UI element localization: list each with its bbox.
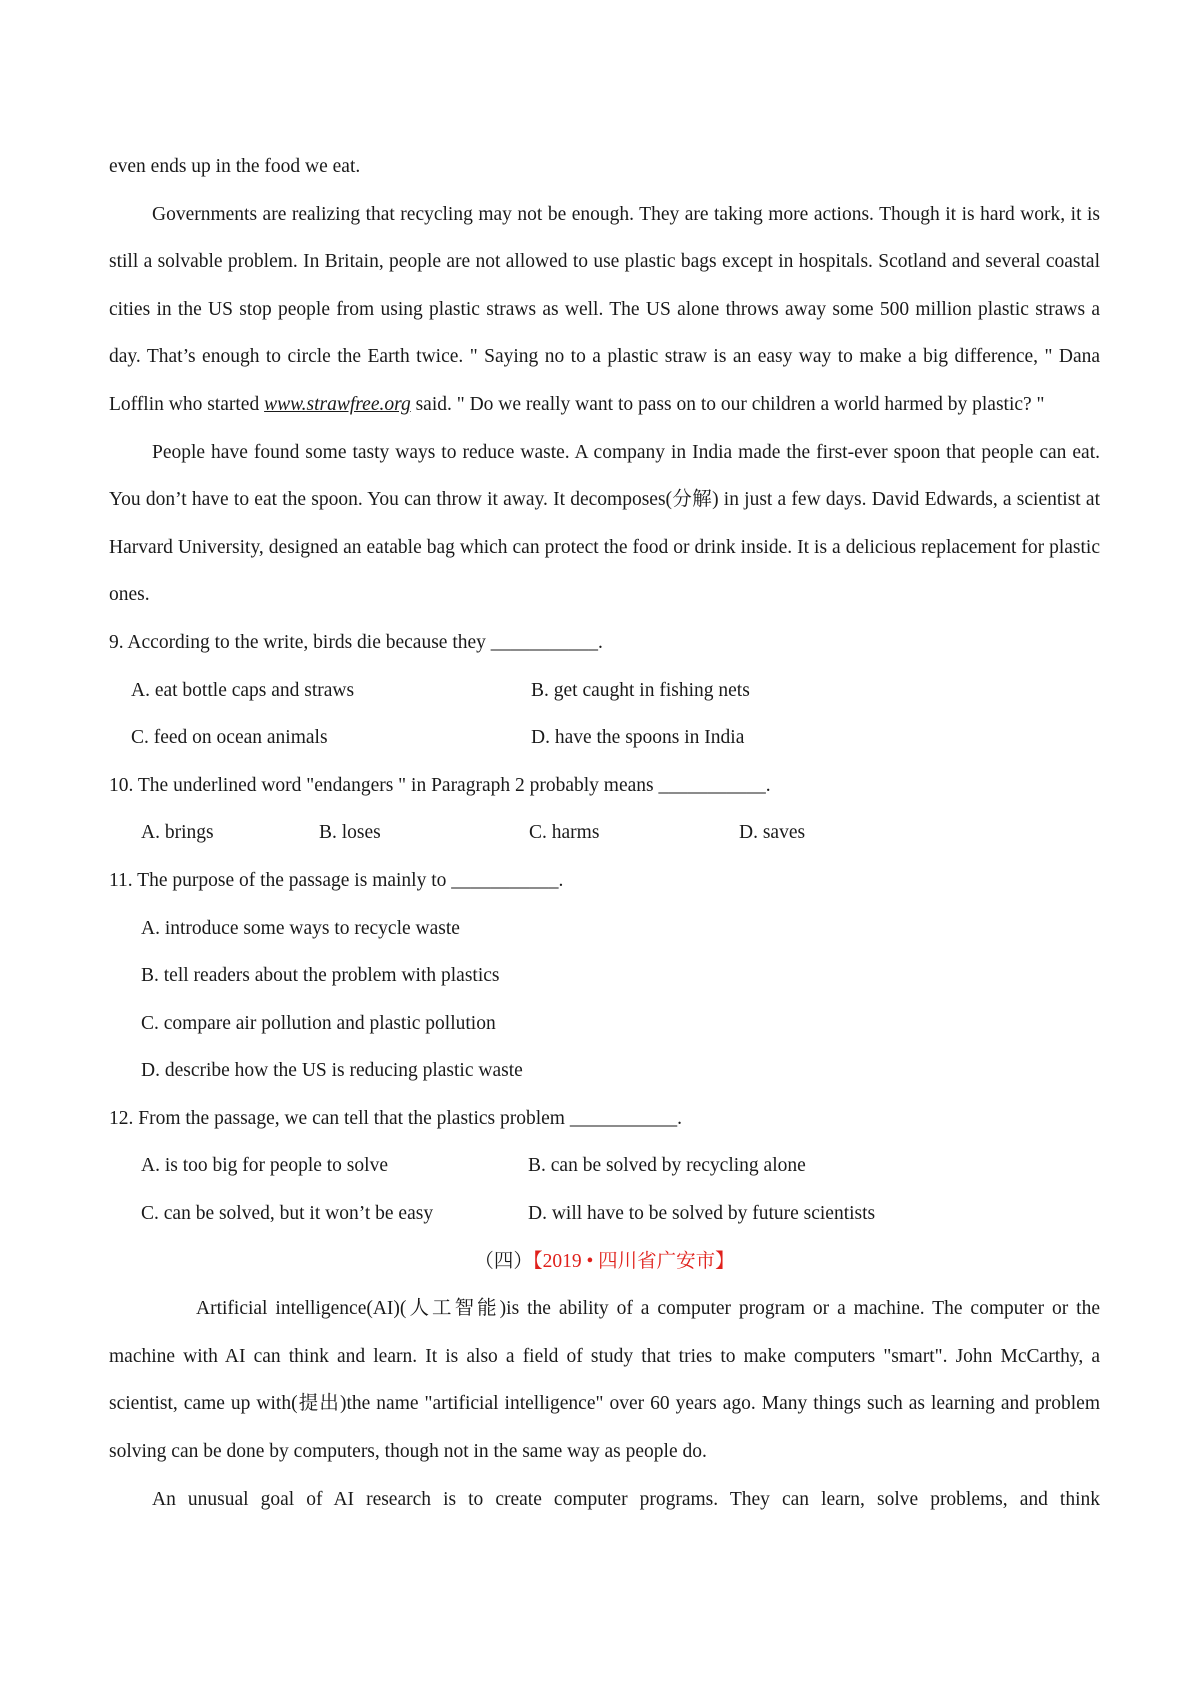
question-11-option-c: C. compare air pollution and plastic pollution (141, 1012, 496, 1034)
passage-paragraph-2 (109, 191, 1100, 429)
question-12-options-row-2 (109, 1190, 1100, 1238)
question-10-option-b: B. loses (319, 822, 381, 844)
section-4-heading (109, 1238, 1100, 1286)
section-4-number: （四） (474, 1250, 533, 1272)
question-9-option-d: D. have the spoons in India (531, 727, 745, 749)
paragraph-2-text-b: said. " Do we really want to pass on to our children a world harmed by plastic? " (410, 393, 1045, 415)
question-9-option-a: A. eat bottle caps and straws (131, 679, 355, 701)
question-10-option-c: C. harms (529, 822, 600, 844)
question-11-option-b: B. tell readers about the problem with plastics (141, 965, 500, 987)
question-9-stem: 9. According to the write, birds die because they ___________. (109, 631, 603, 653)
strawfree-link[interactable]: www.strawfree.org (264, 393, 411, 415)
passage-4-paragraph-2-start: An unusual goal of AI research is to create computer programs. They can learn, solve problems, and think (152, 1488, 1100, 1510)
passage-4-paragraph-1: Artificial intelligence(AI)(人工智能)is the ability of a computer program or a machine. The computer or the machine with AI can think and learn. It is also a field of study that tries to make computers "smart". John McCarthy, a scientist, came up with(提出)the name "artificial intelligence" over 60 years ago. Many things such as learning and problem solving can be done by computers, though not in the same way as people do. (109, 1298, 1100, 1463)
question-11-option-a: A. introduce some ways to recycle waste (141, 917, 460, 939)
question-12-stem: 12. From the passage, we can tell that the plastics problem ___________. (109, 1107, 682, 1129)
question-11-stem: 11. The purpose of the passage is mainly to ___________. (109, 869, 564, 891)
question-9-option-c: C. feed on ocean animals (131, 727, 328, 749)
question-9-options-row-1 (109, 667, 1100, 715)
question-12-option-d: D. will have to be solved by future scientists (528, 1203, 876, 1225)
question-11-option-d: D. describe how the US is reducing plastic waste (141, 1060, 523, 1082)
passage-paragraph-1-end: even ends up in the food we eat. (109, 156, 361, 177)
question-9-options-row-2 (109, 714, 1100, 762)
question-12-option-c: C. can be solved, but it won’t be easy (141, 1203, 434, 1225)
question-12-option-a: A. is too big for people to solve (141, 1155, 388, 1177)
question-10-stem: 10. The underlined word "endangers " in Paragraph 2 probably means ___________. (109, 774, 771, 796)
question-12-options-row-1 (109, 1142, 1100, 1190)
question-10-option-d: D. saves (739, 822, 806, 844)
passage-paragraph-3: People have found some tasty ways to reduce waste. A company in India made the first-ever spoon that people can eat. You don’t have to eat the spoon. You can throw it away. It decomposes(分解) in just a few days. David Edwards, a scientist at Harvard University, designed an eatable bag which can protect the food or drink inside. It is a delicious replacement for plastic ones. (109, 441, 1100, 606)
question-12-option-b: B. can be solved by recycling alone (528, 1155, 806, 1177)
question-10-options-row (109, 809, 1100, 857)
document-body (109, 143, 1100, 1523)
paragraph-2-text-a: Governments are realizing that recycling may not be enough. They are taking more actions. Though it is hard work, it is still a solvable problem. In Britain, people are not allowed to use plastic bags except in hospitals. Scotland and several coastal cities in the US stop people from using plastic straws as well. The US alone throws away some 500 million plastic straws a day. That’s enough to circle the Earth twice. " Saying no to a plastic straw is an easy way to make a big difference, " Dana Lofflin who started (109, 203, 1100, 415)
section-4-source: 【2019 • 四川省广安市】 (532, 1250, 735, 1272)
question-9-option-b: B. get caught in fishing nets (531, 679, 750, 701)
question-10-option-a: A. brings (141, 822, 214, 844)
